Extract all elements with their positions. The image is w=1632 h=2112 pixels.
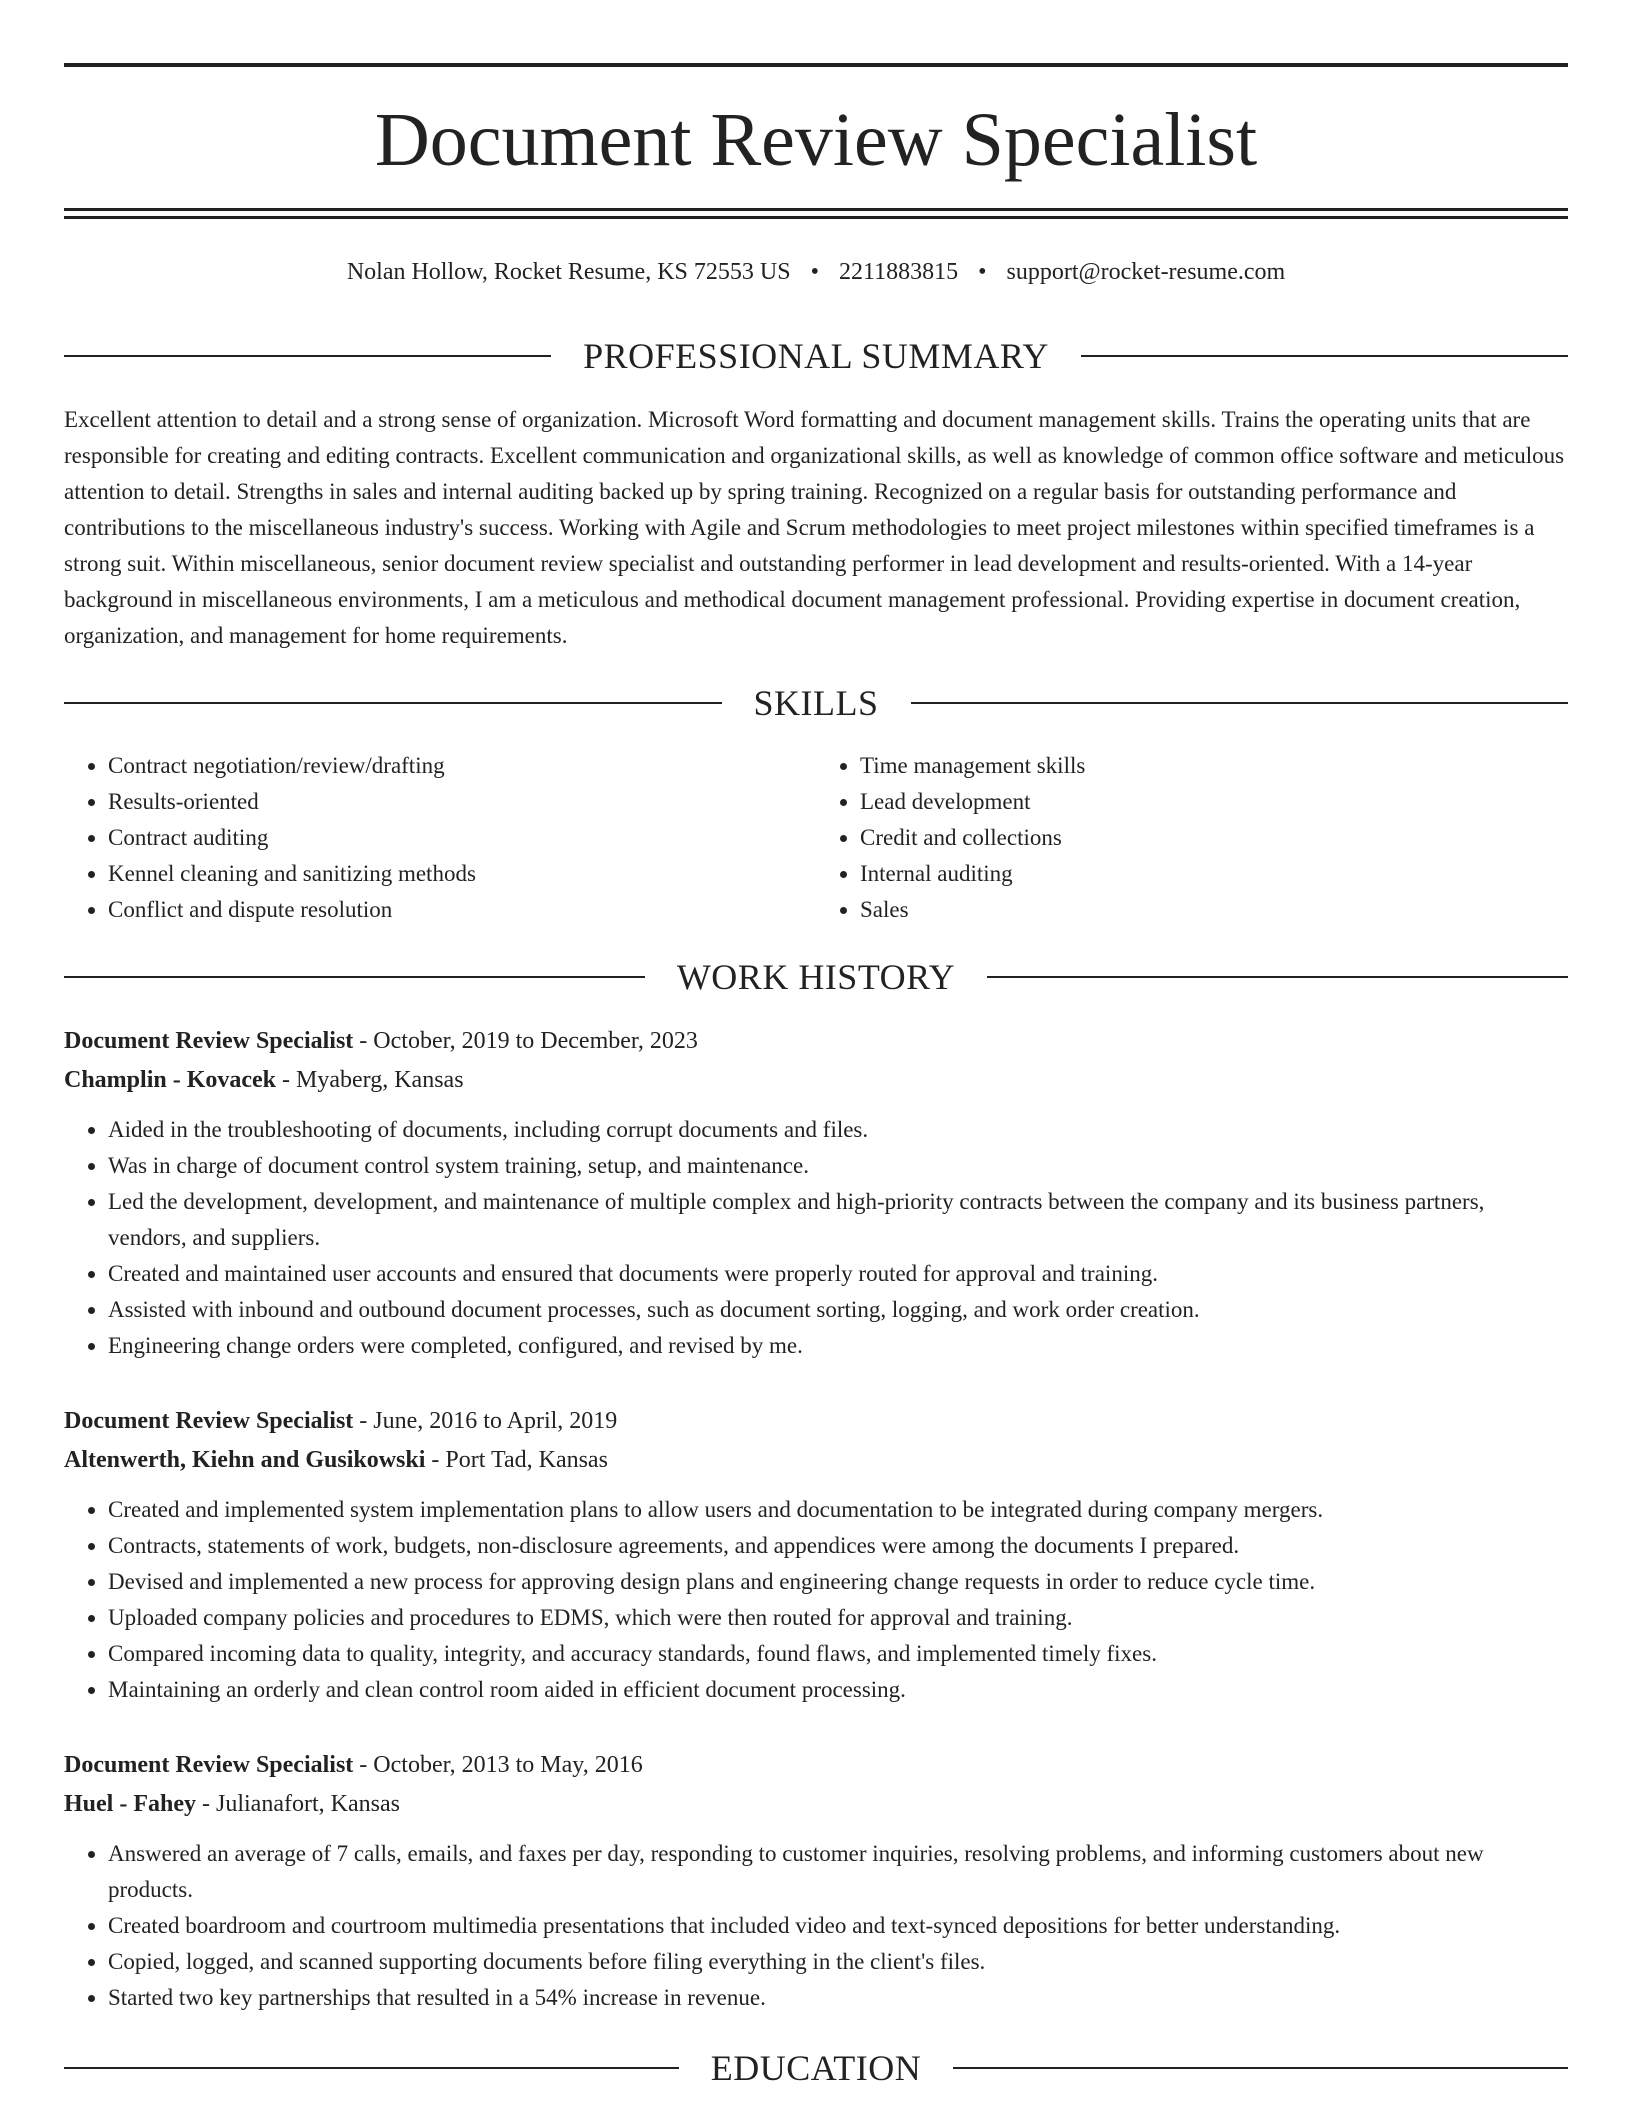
job-location: - Julianafort, Kansas xyxy=(196,1791,400,1817)
job-company: Huel - Fahey xyxy=(64,1791,196,1817)
skill-item: • Time management skills xyxy=(860,748,1568,784)
job-company-line xyxy=(64,1061,1568,1100)
section-title: WORK HISTORY xyxy=(676,957,956,997)
top-rule xyxy=(64,63,1568,67)
section-title: PROFESSIONAL SUMMARY xyxy=(583,336,1049,376)
job-dates: - October, 2013 to May, 2016 xyxy=(353,1752,643,1778)
job-entry xyxy=(64,1022,1568,1364)
job-company-line xyxy=(64,1441,1568,1480)
job-bullet: • Uploaded company policies and procedures to EDMS, which were then routed for approval and training. xyxy=(108,1600,1568,1636)
job-title: Document Review Specialist xyxy=(64,1408,354,1434)
job-bullets xyxy=(64,1492,1568,1708)
skill-item: • Credit and collections xyxy=(860,820,1568,856)
job-title: Document Review Specialist xyxy=(64,1752,354,1778)
section-rule xyxy=(911,702,1569,704)
section-rule xyxy=(64,2067,679,2069)
job-bullet: • Engineering change orders were completed, configured, and revised by me. xyxy=(108,1328,1568,1364)
job-bullet: • Maintaining an orderly and clean control room aided in efficient document processing. xyxy=(108,1672,1568,1708)
job-bullet: • Answered an average of 7 calls, emails, and faxes per day, responding to customer inquiries, resolving problems, and informing customers about new products. xyxy=(108,1836,1568,1908)
job-company: Altenwerth, Kiehn and Gusikowski xyxy=(64,1447,426,1473)
job-entry xyxy=(64,1746,1568,2016)
job-bullets xyxy=(64,1112,1568,1364)
section-header-education xyxy=(64,2046,1568,2090)
job-entry xyxy=(64,1402,1568,1708)
job-company: Champlin - Kovacek xyxy=(64,1067,277,1093)
job-title: Document Review Specialist xyxy=(64,1028,354,1054)
job-bullet: • Devised and implemented a new process for approving design plans and engineering change requests in order to reduce cycle time. xyxy=(108,1564,1568,1600)
skill-item: • Sales xyxy=(860,892,1568,928)
section-title: SKILLS xyxy=(753,683,879,723)
contact-separator: • xyxy=(978,259,987,285)
job-bullet: • Aided in the troubleshooting of documents, including corrupt documents and files. xyxy=(108,1112,1568,1148)
skills-column-right xyxy=(816,748,1568,928)
title-rule-upper xyxy=(64,208,1568,211)
skills-column-left xyxy=(64,748,816,928)
contact-phone: 2211883815 xyxy=(838,259,959,285)
job-company-line xyxy=(64,1785,1568,1824)
job-location: - Port Tad, Kansas xyxy=(425,1447,608,1473)
section-rule xyxy=(987,976,1568,978)
job-bullets xyxy=(64,1836,1568,2016)
skill-item: • Results-oriented xyxy=(108,784,816,820)
job-bullet: • Started two key partnerships that resulted in a 54% increase in revenue. xyxy=(108,1980,1568,2016)
job-title-line xyxy=(64,1402,1568,1441)
summary-text: Excellent attention to detail and a strong sense of organization. Microsoft Word formatting and document management skills. Trains the operating units that are responsible for creating and editing contracts. Excellent communication and organizational skills, as well as knowledge of common office software and meticulous attention to detail. Strengths in sales and internal auditing backed up by spring training. Recognized on a regular basis for outstanding performance and contributions to the miscellaneous industry's success. Working with Agile and Scrum methodologies to meet project milestones within specified timeframes is a strong suit. Within miscellaneous, senior document review specialist and outstanding performer in lead development and results-oriented. With a 14-year background in miscellaneous environments, I am a meticulous and methodical document management professional. Providing expertise in document creation, organization, and management for home requirements. xyxy=(64,407,1565,648)
job-bullet: • Copied, logged, and scanned supporting documents before filing everything in the client's files. xyxy=(108,1944,1568,1980)
contact-address: Nolan Hollow, Rocket Resume, KS 72553 US xyxy=(346,259,791,285)
section-header-summary xyxy=(64,334,1568,378)
skill-item: • Lead development xyxy=(860,784,1568,820)
skill-item: • Contract auditing xyxy=(108,820,816,856)
job-bullet: • Was in charge of document control system training, setup, and maintenance. xyxy=(108,1148,1568,1184)
section-rule xyxy=(953,2067,1568,2069)
contact-separator: • xyxy=(810,259,819,285)
job-location: - Myaberg, Kansas xyxy=(276,1067,464,1093)
skill-item: • Kennel cleaning and sanitizing methods xyxy=(108,856,816,892)
skills-list xyxy=(64,748,1568,928)
job-title-line xyxy=(64,1746,1568,1785)
section-header-skills xyxy=(64,681,1568,725)
skill-item: • Contract negotiation/review/drafting xyxy=(108,748,816,784)
job-bullet: • Created and implemented system implementation plans to allow users and documentation to be integrated during company mergers. xyxy=(108,1492,1568,1528)
job-bullet: • Contracts, statements of work, budgets, non-disclosure agreements, and appendices were among the documents I prepared. xyxy=(108,1528,1568,1564)
job-bullet: • Created and maintained user accounts and ensured that documents were properly routed for approval and training. xyxy=(108,1256,1568,1292)
resume-title: Document Review Specialist xyxy=(374,98,1258,182)
job-bullet: • Created boardroom and courtroom multimedia presentations that included video and text-synced depositions for better understanding. xyxy=(108,1908,1568,1944)
section-rule xyxy=(1081,355,1568,357)
contact-line xyxy=(64,256,1568,288)
section-rule xyxy=(64,976,645,978)
job-bullet: • Assisted with inbound and outbound document processes, such as document sorting, logging, and work order creation. xyxy=(108,1292,1568,1328)
section-title: EDUCATION xyxy=(710,2048,922,2088)
job-title-line xyxy=(64,1022,1568,1061)
skill-item: • Internal auditing xyxy=(860,856,1568,892)
contact-email: support@rocket-resume.com xyxy=(1006,259,1286,285)
section-header-work xyxy=(64,955,1568,999)
section-rule xyxy=(64,355,551,357)
job-bullet: • Led the development, development, and maintenance of multiple complex and high-priority contracts between the company and its business partners, vendors, and suppliers. xyxy=(108,1184,1568,1256)
section-rule xyxy=(64,702,722,704)
job-dates: - June, 2016 to April, 2019 xyxy=(353,1408,618,1434)
skill-item: • Conflict and dispute resolution xyxy=(108,892,816,928)
job-bullet: • Compared incoming data to quality, integrity, and accuracy standards, found flaws, and implemented timely fixes. xyxy=(108,1636,1568,1672)
title-rule-lower xyxy=(64,216,1568,219)
job-dates: - October, 2019 to December, 2023 xyxy=(353,1028,698,1054)
